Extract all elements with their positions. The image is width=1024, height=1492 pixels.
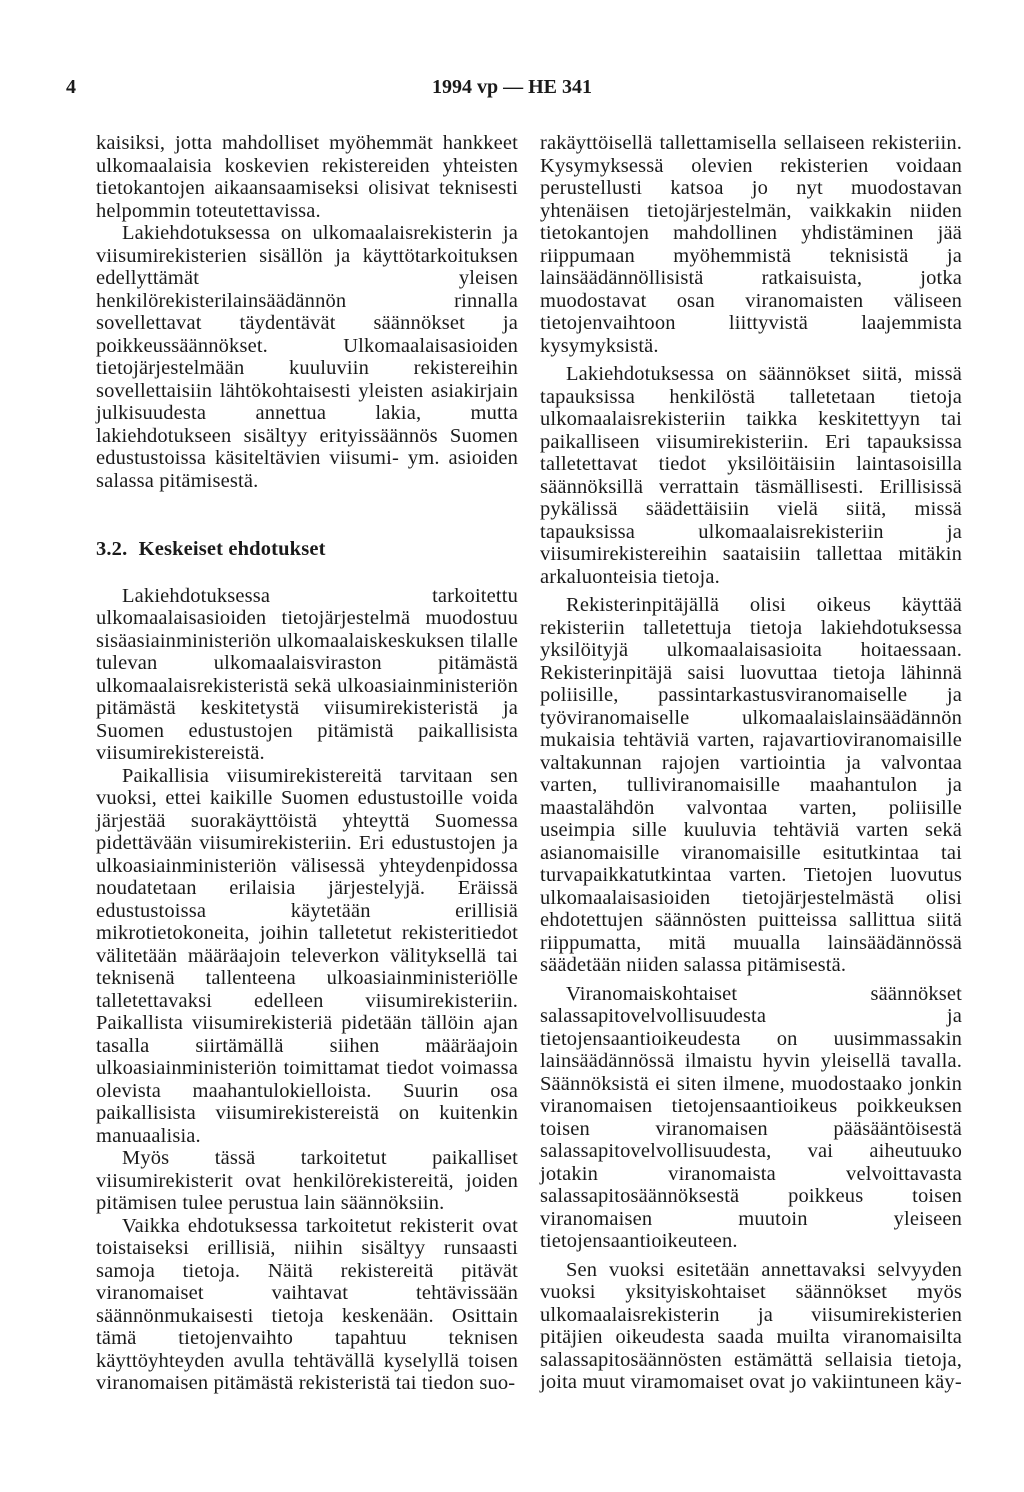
section-title: Keskeiset ehdotukset [138, 538, 326, 560]
right-column [540, 132, 962, 1394]
page-header [0, 76, 1024, 106]
paragraph: Paikallisia viisumirekistereitä tarvitaan sen vuoksi, ettei kaikille Suomen edustustoille voida järjestää suorakäyttöistä yhteyttä Suomessa pidettävään viisumirekisteriin. Eri edustustojen ja ulkoasiainministeriön välisessä yhteydenpidossa noudatetaan erilaisia järjestelyjä. Eräissä edustustoissa käytetään erillisiä mikrotietokoneita, joihin talletetut rekisteritiedot välitetään määräajoin televerkon välityksellä tai teknisenä tallenteena ulkoasiainministeriölle talletettavaksi edelleen viisumirekisteriin. Paikallista viisumirekisteriä pidetään tällöin ajan tasalla siirtämällä siihen määräajoin ulkoasiainministeriön toimittamat tiedot voimassa olevista maahantulokielloista. Suurin osa paikallisista viisumirekistereistä on kuitenkin manuaalisia. [96, 764, 518, 1147]
paragraph: Rekisterinpitäjällä olisi oikeus käyttää rekisteriin talletettuja tietoja lakiehdotuksessa yksilöityjä ulkomaalaisasioita hoitaessaan. Rekisterinpitäjä saisi luovuttaa tietoja lähinnä poliisille, passintarkastusviranomaiselle ja työviranomaiselle ulkomaalaislainsäädännön mukaisia tehtäviä varten, rajavartioviranomaisille valtakunnan rajojen vartiointia ja valvontaa varten, tulliviranomaisille maahantulon ja maastalähdön valvontaa varten, poliisille useimpia sille kuuluvia tehtäviä varten sekä asianomaisille viranomaisille esitutkintaa tai turvapaikkatutkintaa varten. Tietojen luovutus ulkomaalaisasioiden tietojärjestelmästä olisi ehdotettujen säännösten puitteissa sallittua siitä riippumatta, mitä muualla lainsäädännössä säädetään niiden salassa pitämisestä. [540, 594, 962, 976]
paragraph: Viranomaiskohtaiset säännökset salassapitovelvollisuudesta ja tietojensaantioikeudesta on uusimmassakin lainsäädännössä ilmaistu hyvin yleisellä tavalla. Säännöksistä ei siten ilmene, muodostaako jonkin viranomaisen tietojensaantioikeus poikkeuksen toisen viranomaisen pääsääntöisestä salassapitovelvollisuudesta, vai aiheutuuko jotakin viranomaista velvoittavasta salassapitosäännöksestä poikkeus toisen viranomaisen muutoin yleiseen tietojensaantioikeuteen. [540, 982, 962, 1252]
paragraph: Lakiehdotuksessa on ulkomaalaisrekisterin ja viisumirekisterien sisällön ja käyttötarkoituksen edellyttämät yleisen henkilörekisterilainsäädännön rinnalla sovellettavat täydentävät säännökset ja poikkeussäännökset. Ulkomaalaisasioiden tietojärjestelmään kuuluviin rekistereihin sovellettaisiin lähtökohtaisesti yleisten asiakirjain julkisuudesta annettua lakia, mutta lakiehdotukseen sisältyy erityissäännös Suomen edustustoissa käsiteltävien viisumi- ym. asioiden salassa pitämisestä. [96, 222, 518, 492]
paragraph: Vaikka ehdotuksessa tarkoitetut rekisterit ovat toistaiseksi erillisiä, niihin sisältyy runsaasti samoja tietoja. Näitä rekistereitä pitävät viranomaiset vaihtavat tehtävissään säännönmukaisesti tietoja keskenään. Osittain tämä tietojenvaihto tapahtuu teknisen käyttöyhteyden avulla tehtävällä kyselyllä toisen viranomaisen pitämästä rekisteristä tai tiedon suo- [96, 1214, 518, 1394]
paragraph: Myös tässä tarkoitetut paikalliset viisumirekisterit ovat henkilörekistereitä, joiden pitämisen tulee perustua lain säännöksiin. [96, 1147, 518, 1214]
section-heading [96, 538, 518, 561]
section-number: 3.2. [96, 538, 128, 560]
paragraph: rakäyttöisellä tallettamisella sellaiseen rekisteriin. Kysymyksessä olevien rekisterien voidaan perustellusti katsoa jo nyt muodostavan yhtenäisen tietojärjestelmän, vaikkakin niiden tietokantojen mahdollinen yhdistäminen jää riippumaan myöhemmistä teknisistä ja lainsäädännöllisistä ratkaisuista, jotka muodostavat osan viranomaisten väliseen tietojenvaihtoon liittyvistä laajemmista kysymyksistä. [540, 132, 962, 357]
paragraph: Lakiehdotuksessa on säännökset siitä, missä tapauksissa henkilöstä talletetaan tietoja ulkomaalaisrekisteriin taikka keskitettyyn tai paikalliseen viisumirekisteriin. Eri tapauksissa talletettavat tiedot yksilöitäisiin laintasoisilla säännöksillä verrattain täsmällisesti. Erillisissä pykälissä säädettäisiin vielä siitä, missä tapauksissa ulkomaalaisrekisteriin ja viisumirekistereihin saataisiin tallettaa mitäkin arkaluonteisia tietoja. [540, 363, 962, 588]
paragraph: Lakiehdotuksessa tarkoitettu ulkomaalaisasioiden tietojärjestelmä muodostuu sisäasiainministeriön ulkomaalaiskeskuksen tilalle tulevan ulkomaalaisviraston pitämästä ulkomaalaisrekisteristä sekä ulkoasiainministeriön pitämästä keskitetystä viisumirekisteristä ja Suomen edustustojen pitämistä paikallisista viisumirekistereistä. [96, 584, 518, 764]
paragraph: kaisiksi, jotta mahdolliset myöhemmät hankkeet ulkomaalaisia koskevien rekistereiden yhteisten tietokantojen aikaansaamiseksi olisivat teknisesti helpommin toteutettavissa. [96, 132, 518, 222]
document-reference: 1994 vp — HE 341 [431, 76, 593, 98]
left-column [96, 132, 518, 1395]
paragraph: Sen vuoksi esitetään annettavaksi selvyyden vuoksi yksityiskohtaiset säännökset myös ulkomaalaisrekisterin ja viisumirekisterien pitäjien oikeudesta saada muilta viranomaisilta salassapitosäännösten estämättä sellaisia tietoja, joita muut viramomaiset ovat jo vakiintuneen käy- [540, 1258, 962, 1393]
page-number: 4 [66, 76, 76, 98]
